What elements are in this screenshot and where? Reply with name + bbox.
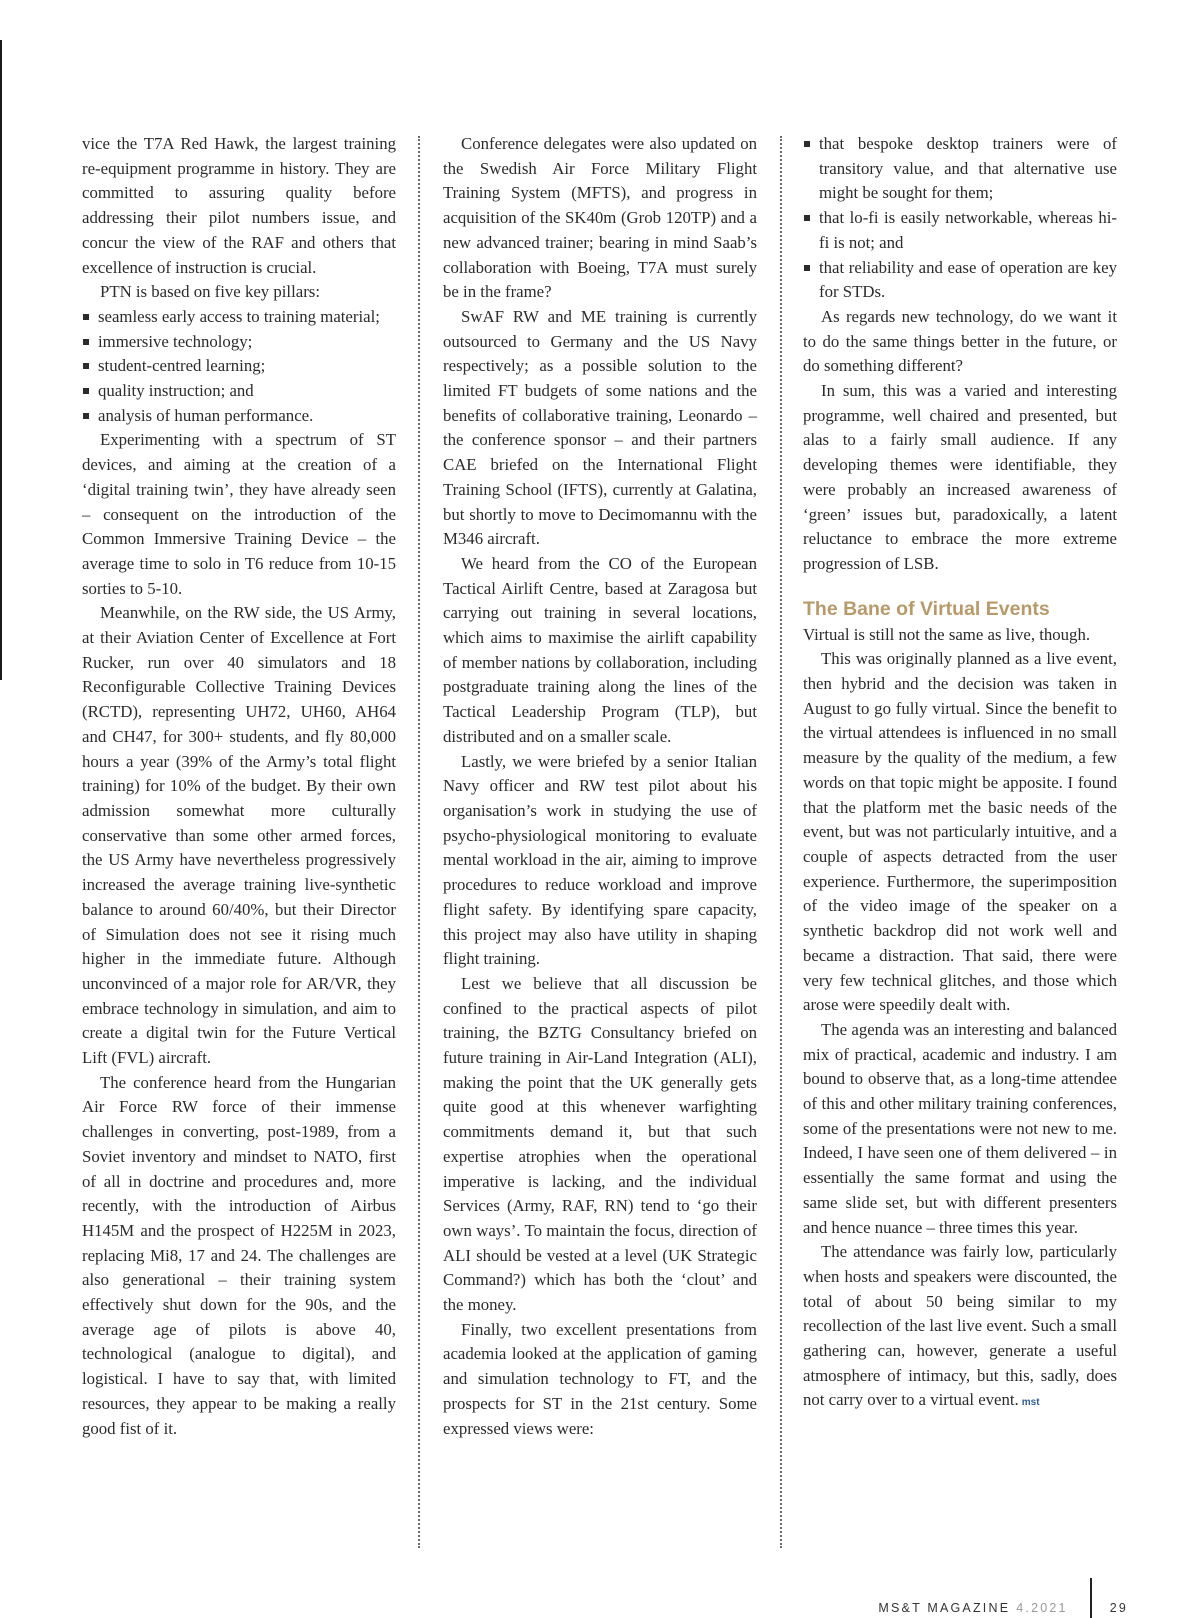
paragraph: We heard from the CO of the European Tactical Airlift Centre, based at Zaragosa but carrying out training in several locations, which aims to maximise the airlift capability of member nations by collaboration, including postgraduate training along the lines of the Tactical Leadership Program (TLP), but distributed and on a smaller scale. <box>443 553 757 746</box>
paragraph: vice the T7A Red Hawk, the largest training re-equipment programme in history. They are committed to assuring quality before addressing their pilot numbers issue, and concur the view of the RAF and others that excellence of instruction is crucial. <box>82 134 396 277</box>
paragraph <box>803 1240 1117 1416</box>
paragraph: Lastly, we were briefed by a senior Italian Navy officer and RW test pilot about his organisation’s work in studying the use of psycho-physiological monitoring to evaluate mental workload in the air, aiming to improve procedures to reduce workload and improve flight safety. By identifying spare capacity, this project may also have utility in shaping flight training. <box>443 751 757 969</box>
paragraph: The agenda was an interesting and balanced mix of practical, academic and industry. I am bound to observe that, as a long-time attendee of this and other military training conferences, some of the presentations were not new to me. Indeed, I have seen one of them delivered – in essentially the same format and using the same slide set, but with different presenters and hence nuance – three times this year. <box>803 1019 1117 1237</box>
paragraph-text: The attendance was fairly low, particularly when hosts and speakers were discounted, the total of about 50 being similar to my recollection of the last live event. Such a small gathering can, however, generate a useful atmosphere of intimacy, but this, sadly, does not carry over to a virtual event. <box>803 1242 1117 1410</box>
paragraph: This was originally planned as a live event, then hybrid and the decision was taken in August to go fully virtual. Since the benefit to the virtual attendees is influenced in no small measure by the quality of the medium, a few words on that topic might be apposite. I found that the platform met the basic needs of the event, but was not particularly intuitive, and a couple of aspects detracted from the user experience. Furthermore, the superimposition of the video image of the speaker on a synthetic backdrop did not work well and became a distraction. That said, there were very few technical glitches, and those which arose were speedily dealt with. <box>803 649 1117 1015</box>
pillars-list <box>82 305 396 429</box>
paragraph: In sum, this was a varied and interesting programme, well chaired and presented, but alas to a fairly small audience. If any developing themes were identifiable, they were probably an increased awareness of ‘green’ issues but, paradoxically, a latent reluctance to embrace the more extreme progression of LSB. <box>803 381 1117 573</box>
list-item: that reliability and ease of operation are key for STDs. <box>803 256 1117 305</box>
page-footer <box>878 1598 1128 1618</box>
paragraph: PTN is based on five key pillars: <box>100 282 320 302</box>
list-item: seamless early access to training material; <box>82 305 396 330</box>
paragraph: Conference delegates were also updated on the Swedish Air Force Military Flight Training System (MFTS), and progress in acquisition of the SK40m (Grob 120TP) and a new advanced trainer; bearing in mind Saab’s collaboration with Boeing, T7A must surely be in the frame? <box>443 134 757 302</box>
page-number: 29 <box>1109 1601 1128 1615</box>
list-item: quality instruction; and <box>82 379 396 404</box>
paragraph: The conference heard from the Hungarian Air Force RW force of their immense challenges in converting, post-1989, from a Soviet inventory and mindset to NATO, first of all in doctrine and procedures and, more recently, with the introduction of Airbus H145M and the prospect of H225M in 2023, replacing Mi8, 17 and 24. The challenges are also generational – their training system effectively shut down for the 90s, and the average age of pilots is above 40, technological (analogue to digital), and logistical. I have to say that, with limited resources, they appear to be making a really good fist of it. <box>82 1072 396 1438</box>
magazine-name: MS&T MAGAZINE <box>878 1601 1011 1615</box>
section-lead: Virtual is still not the same as live, though. <box>803 624 1091 644</box>
article-column-3 <box>803 132 1117 1416</box>
paragraph: Experimenting with a spectrum of ST devices, and aiming at the creation of a ‘digital training twin’, they have already seen – consequent on the introduction of the Common Immersive Training Device – the average time to solo in T6 reduce from 10-15 sorties to 5-10. <box>82 430 396 598</box>
list-item: that bespoke desktop trainers were of transitory value, and that alternative use might be sought for them; <box>803 132 1117 206</box>
list-item: analysis of human performance. <box>82 404 396 429</box>
paragraph: As regards new technology, do we want it to do the same things better in the future, or do something different? <box>803 306 1117 376</box>
list-item: that lo-fi is easily networkable, whereas hi-fi is not; and <box>803 206 1117 255</box>
column-divider <box>418 136 420 1548</box>
paragraph: Finally, two excellent presentations from academia looked at the application of gaming and simulation technology to FT, and the prospects for ST in the 21st century. Some expressed views were: <box>443 1319 757 1438</box>
end-mark-logo: mst <box>1021 1397 1040 1409</box>
list-item: student-centred learning; <box>82 354 396 379</box>
views-list <box>803 132 1117 305</box>
paragraph: Meanwhile, on the RW side, the US Army, at their Aviation Center of Excellence at Fort Rucker, run over 40 simulators and 18 Reconfigurable Collective Training Devices (RCTD), representing UH72, UH60, AH64 and CH47, for 300+ students, and fly 80,000 hours a year (39% of the Army’s total flight training) for 10% of the budget. By their own admission somewhat more culturally conservative than some other armed forces, the US Army have nevertheless progressively increased the average training live-synthetic balance to around 60/40%, but their Director of Simulation does not see it rising much higher in the immediate future. Although unconvinced of a major role for AR/VR, they embrace technology in simulation, and aim to create a digital twin for the Future Vertical Lift (FVL) aircraft. <box>82 603 396 1068</box>
article-column-2 <box>443 132 757 1441</box>
paragraph: Lest we believe that all discussion be confined to the practical aspects of pilot training, the BZTG Consultancy briefed on future training in Air-Land Integration (ALI), making the point that the UK generally gets quite good at this whenever warfighting commitments demand it, but that such expertise atrophies when the operational imperative is lacking, and the individual Services (Army, RAF, RN) tend to ‘go their own ways’. To maintain the focus, direction of ALI should be vested at a level (UK Strategic Command?) which has both the ‘clout’ and the money. <box>443 973 757 1315</box>
footer-divider <box>1090 1578 1092 1618</box>
issue-number: 4.2021 <box>1016 1601 1068 1615</box>
list-item: immersive technology; <box>82 330 396 355</box>
column-divider <box>780 136 782 1548</box>
section-heading: The Bane of Virtual Events <box>803 597 1050 620</box>
page-edge-line <box>0 40 2 680</box>
article-column-1 <box>82 132 396 1441</box>
paragraph: SwAF RW and ME training is currently outsourced to Germany and the US Navy respectively; as a possible solution to the limited FT budgets of some nations and the benefits of collaborative training, Leonardo – the conference sponsor – and their partners CAE briefed on the International Flight Training School (IFTS), currently at Galatina, but shortly to move to Decimomannu with the M346 aircraft. <box>443 306 757 549</box>
